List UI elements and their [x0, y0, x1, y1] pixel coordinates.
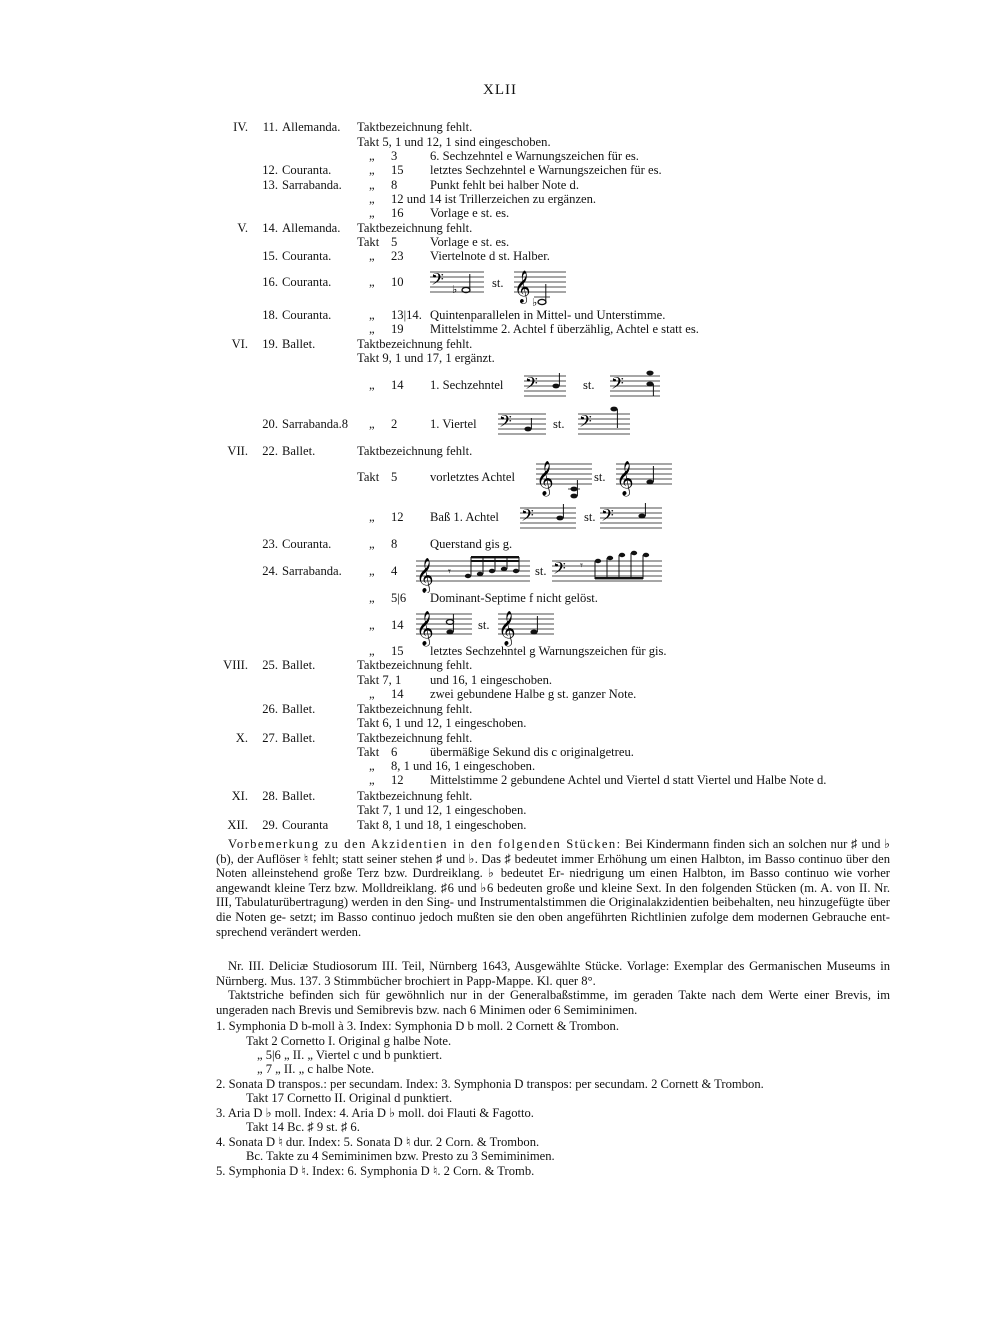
bass-clef-icon: 𝄢	[579, 411, 592, 435]
piece-title: Ballet.	[282, 731, 316, 745]
piece-title: Ballet.	[282, 702, 316, 716]
report-row	[0, 759, 1000, 774]
report-row	[0, 444, 1000, 459]
report-row	[0, 163, 1000, 178]
row-number: XII.	[227, 818, 248, 832]
vorbemerkung-line: setzt; im Basso continuo jedoch mußten sie den oben angeführten Richtlinien zufolge dem modernen Gebrauche ent-	[289, 909, 891, 924]
piece-title: Couranta.	[282, 275, 332, 289]
takt-label: Takt	[357, 235, 380, 249]
bar-number: 12	[391, 510, 404, 524]
remark-text: Viertelnote d st. Halber.	[430, 249, 550, 263]
bar-number: 8, 1 und 16, 1 eingeschoben.	[391, 759, 536, 773]
nr3-list-line: Bc. Takte zu 4 Semiminimen bzw. Presto zu 3 Semiminimen.	[246, 1149, 555, 1163]
report-row	[0, 687, 1000, 702]
ditto-mark: „	[369, 322, 375, 336]
row-number: VIII.	[223, 658, 248, 672]
piece-number: 25.	[262, 658, 278, 672]
bar-number: 13|14.	[391, 308, 422, 322]
nr3-list-line: 3. Aria D ♭ moll. Index: 4. Aria D ♭ moll. doi Flauti & Fagotto.	[216, 1106, 534, 1120]
bass-clef-icon: 𝄢	[611, 373, 624, 397]
bar-number: 3	[391, 149, 398, 163]
example-st-label: st.	[584, 510, 596, 524]
piece-number: 26.	[262, 702, 278, 716]
remark-text: letztes Sechzehntel e Warnungszeichen für es.	[430, 163, 662, 177]
piece-title: Couranta	[282, 818, 329, 832]
bar-number: 8	[391, 178, 398, 192]
vorbemerkung-line: Bei Kindermann finden sich an	[625, 837, 785, 851]
piece-number: 28.	[262, 789, 278, 803]
report-row	[0, 192, 1000, 207]
bar-number: 5	[391, 470, 398, 484]
piece-number: 14.	[262, 221, 278, 235]
report-row	[0, 149, 1000, 164]
takt-label: Takt 8, 1 und 18, 1 eingeschoben.	[357, 818, 527, 832]
vorbemerkung-line: in den Sing- und Instrumentalstimmen die Originalakzidentien beibehalten, neu hinzugefügte über die Noten ge-	[216, 895, 890, 924]
bar-number: 14	[391, 618, 404, 632]
piece-title: Sarrabanda.8	[282, 417, 349, 431]
piece-title: Sarrabanda.	[282, 564, 342, 578]
ditto-mark: „	[369, 378, 375, 392]
report-row	[0, 337, 1000, 352]
piece-number: 11.	[262, 120, 278, 134]
remark-text: Vorlage e st. es.	[430, 235, 510, 249]
nr3-paragraph	[216, 959, 890, 1017]
svg-text:𝄾: 𝄾	[448, 565, 451, 578]
example-st-label: st.	[478, 618, 490, 632]
ditto-mark: „	[369, 510, 375, 524]
report-row	[0, 308, 1000, 323]
piece-number: 12.	[262, 163, 278, 177]
nr3-list-line: 1. Symphonia D b-moll à 3. Index: Symphonia D b moll. 2 Cornett & Trombon.	[216, 1019, 619, 1033]
ditto-mark: „	[369, 249, 375, 263]
nr3-line: des Germanischen Museums in Nürnberg. Mus. 137. 3 Stimmbücher brochiert in Papp-Mappe. Kl. quer 8°.	[216, 959, 890, 988]
treble-clef-icon: 𝄞	[416, 558, 434, 593]
report-row	[0, 322, 1000, 337]
example-st-label: st.	[583, 378, 595, 392]
bass-clef-icon: 𝄢	[431, 269, 444, 293]
takt-label: Takt	[357, 470, 380, 484]
takt-label: Takt	[357, 745, 380, 759]
ditto-mark: „	[369, 275, 375, 289]
report-row	[0, 673, 1000, 688]
nr3-list-line: „ 7 „ II. „ c halbe Note.	[257, 1062, 375, 1076]
piece-number: 29.	[262, 818, 278, 832]
svg-text:♭: ♭	[532, 296, 538, 306]
takt-label: Taktbezeichnung fehlt.	[357, 444, 473, 458]
treble-clef-icon: 𝄞	[514, 270, 531, 303]
report-row	[0, 773, 1000, 788]
bar-number: 12	[391, 773, 404, 787]
takt-label: Taktbezeichnung fehlt.	[357, 702, 473, 716]
piece-title: Ballet.	[282, 444, 316, 458]
piece-title: Couranta.	[282, 537, 332, 551]
vorbemerkung-line: sprechend verändert werden.	[216, 924, 362, 939]
report-row	[0, 591, 1000, 606]
piece-number: 24.	[262, 564, 278, 578]
remark-text: 6. Sechzehntel e Warnungszeichen für es.	[430, 149, 639, 163]
takt-label: Taktbezeichnung fehlt.	[357, 658, 473, 672]
piece-title: Couranta.	[282, 249, 332, 263]
nr3-heading: Nr. III. Deliciæ Studiosorum III. Teil, Nürnberg 1643, Ausgewählte Stücke. Vorlage: Exemplar	[228, 959, 723, 973]
svg-text:♭: ♭	[452, 283, 458, 296]
report-row	[0, 351, 1000, 366]
ditto-mark: „	[369, 178, 375, 192]
ditto-mark: „	[369, 687, 375, 701]
takt-label: Takt 9, 1 und 17, 1 ergänzt.	[357, 351, 495, 365]
remark-text: Querstand gis g.	[430, 537, 513, 551]
remark-text: Punkt fehlt bei halber Note d.	[430, 178, 579, 192]
bar-number: 14	[391, 687, 404, 701]
report-row	[0, 658, 1000, 673]
ditto-mark: „	[369, 618, 375, 632]
report-row	[0, 470, 1000, 485]
piece-number: 16.	[262, 275, 278, 289]
music-example-20	[496, 404, 646, 440]
report-row	[0, 378, 1000, 393]
report-row	[0, 803, 1000, 818]
piece-title: Sarrabanda.	[282, 178, 342, 192]
row-number: VI.	[231, 337, 248, 351]
nr3-list-line: 5. Symphonia D ♮. Index: 6. Symphonia D ♮. 2 Corn. & Tromb.	[216, 1164, 535, 1178]
report-row	[0, 235, 1000, 250]
takt-label: Takt 5, 1 und 12, 1 sind eingeschoben.	[357, 135, 551, 149]
remark-text: übermäßige Sekund dis c originalgetreu.	[430, 745, 634, 759]
row-number: V.	[237, 221, 248, 235]
bar-number: 15	[391, 163, 404, 177]
ditto-mark: „	[369, 192, 375, 206]
remark-text: vorletztes Achtel	[430, 470, 515, 484]
bar-number: 16	[391, 206, 404, 220]
piece-title: Couranta.	[282, 163, 332, 177]
bass-clef-icon: 𝄢	[553, 558, 566, 582]
report-row	[0, 789, 1000, 804]
remark-text: Baß 1. Achtel	[430, 510, 499, 524]
report-row	[0, 249, 1000, 264]
piece-number: 22.	[262, 444, 278, 458]
report-row	[0, 818, 1000, 833]
nr3-list-line: „ 5|6 „ II. „ Viertel c und b punktiert.	[257, 1048, 443, 1062]
ditto-mark: „	[369, 537, 375, 551]
report-row	[0, 206, 1000, 221]
ditto-mark: „	[369, 308, 375, 322]
bar-number: 2	[391, 417, 398, 431]
bar-number: 10	[391, 275, 404, 289]
row-number: X.	[235, 731, 248, 745]
music-example-19	[522, 370, 672, 402]
remark-text: letztes Sechzehntel g Warnungszeichen für gis.	[430, 644, 667, 658]
remark-text: Mittelstimme 2 gebundene Achtel und Viertel d statt Viertel und Halbe Note d.	[430, 773, 827, 787]
piece-number: 23.	[262, 537, 278, 551]
bar-number: 23	[391, 249, 404, 263]
bass-clef-icon: 𝄢	[499, 411, 512, 435]
ditto-mark: „	[369, 591, 375, 605]
treble-clef-icon: 𝄞	[616, 461, 634, 496]
vorbemerkung-line: solchen nur ♯ und ♭ (b), der Auflöser ♮ fehlt; statt seiner stehen ♯ und ♭. Das ♯ bedeutet immer Erhöhung	[216, 837, 890, 866]
example-st-label: st.	[594, 470, 606, 484]
bar-number: 4	[391, 564, 398, 578]
bar-number: 14	[391, 378, 404, 392]
takt-label: Takt 7, 1	[357, 673, 402, 687]
report-row	[0, 702, 1000, 717]
report-row	[0, 135, 1000, 150]
report-row	[0, 221, 1000, 236]
piece-title: Ballet.	[282, 789, 316, 803]
takt-label: Taktbezeichnung fehlt.	[357, 789, 473, 803]
nr3-line: Taktstriche befinden sich für gewöhnlich nur in der Generalbaßstimme, im geraden Takte nach dem Werte	[228, 988, 799, 1003]
bar-number: 8	[391, 537, 398, 551]
nr3-list-line: Takt 17 Cornetto II. Original d punktiert.	[246, 1091, 453, 1105]
remark-text: 1. Sechzehntel	[430, 378, 504, 392]
ditto-mark: „	[369, 163, 375, 177]
ditto-mark: „	[369, 564, 375, 578]
remark-text: Vorlage e st. es.	[430, 206, 510, 220]
takt-label: Taktbezeichnung fehlt.	[357, 221, 473, 235]
bass-clef-icon: 𝄢	[521, 505, 534, 529]
remark-text: 1. Viertel	[430, 417, 477, 431]
piece-number: 13.	[262, 178, 278, 192]
nr3-line: einer Brevis, im ungeraden nach Brevis und Semibrevis bzw. nach 6 Minimen oder 6 Semiminimen.	[216, 988, 891, 1017]
vorbemerkung-line: um einen Halbton, im Basso continuo über den Noten alleinstehend große Terz bzw. Durdreiklang. ♭ bedeutet Er-	[216, 851, 890, 881]
piece-number: 27.	[262, 731, 278, 745]
bar-number: 12 und 14 ist Trillerzeichen zu ergänzen.	[391, 192, 597, 206]
page-number: XLII	[483, 82, 517, 98]
piece-title: Couranta.	[282, 308, 332, 322]
bar-number: 6	[391, 745, 398, 759]
ditto-mark: „	[369, 206, 375, 220]
bass-clef-icon: 𝄢	[601, 505, 614, 529]
vorbemerkung-heading: Vorbemerkung zu den Akzidentien in den folgenden Stücken:	[228, 837, 622, 851]
bar-number: 5	[391, 235, 398, 249]
example-st-label: st.	[535, 564, 547, 578]
nr3-list-line: Takt 14 Bc. ♯ 9 st. ♯ 6.	[246, 1120, 360, 1134]
treble-clef-icon: 𝄞	[416, 611, 434, 646]
report-row	[0, 510, 1000, 525]
svg-text:𝄾: 𝄾	[580, 559, 583, 572]
remark-text: Dominant-Septime f nicht gelöst.	[430, 591, 598, 605]
report-row	[0, 120, 1000, 135]
piece-title: Ballet.	[282, 337, 316, 351]
piece-number: 18.	[262, 308, 278, 322]
nr3-list-line: 4. Sonata D ♮ dur. Index: 5. Sonata D ♮ dur. 2 Corn. & Trombon.	[216, 1135, 540, 1149]
ditto-mark: „	[369, 644, 375, 658]
vorbemerkung-line: bedeuten große und kleine Sext. In den folgenden Stücken (m. A. von II. Nr. III, Tabulaturübertragung) werden	[216, 880, 891, 910]
row-number: XI.	[231, 789, 248, 803]
takt-label: Takt 6, 1 und 12, 1 eingeschoben.	[357, 716, 527, 730]
ditto-mark: „	[369, 417, 375, 431]
bar-number: 19	[391, 322, 404, 336]
piece-title: Allemanda.	[282, 120, 341, 134]
bar-number: 15	[391, 644, 404, 658]
takt-label: Takt 7, 1 und 12, 1 eingeschoben.	[357, 803, 527, 817]
vorbemerkung-line: niedrigung um einen Halbton, im Basso continuo wie vorher angewandt kleine Terz bzw. Molldreiklang. ♯6 und ♭6	[216, 866, 891, 895]
takt-label: Taktbezeichnung fehlt.	[357, 120, 473, 134]
vorbemerkung-paragraph	[216, 837, 890, 939]
bar-number: 5|6	[391, 591, 407, 605]
example-st-label: st.	[553, 417, 565, 431]
report-row	[0, 731, 1000, 746]
remark-text: Quintenparallelen in Mittel- und Unterstimme.	[430, 308, 666, 322]
row-number: IV.	[233, 120, 248, 134]
report-row	[0, 178, 1000, 193]
treble-clef-icon: 𝄞	[536, 461, 554, 496]
piece-number: 19.	[262, 337, 278, 351]
report-row	[0, 716, 1000, 731]
takt-label: Taktbezeichnung fehlt.	[357, 731, 473, 745]
example-st-label: st.	[492, 276, 504, 290]
nr3-list-line: Takt 2 Cornetto I. Original g halbe Note.	[246, 1034, 452, 1048]
piece-title: Allemanda.	[282, 221, 341, 235]
piece-title: Ballet.	[282, 658, 316, 672]
piece-number: 15.	[262, 249, 278, 263]
ditto-mark: „	[369, 759, 375, 773]
nr3-list-line: 2. Sonata D transpos.: per secundam. Index: 3. Symphonia D transpos: per secundam. 2 Cornett & Trombon.	[216, 1077, 764, 1091]
takt-label: Taktbezeichnung fehlt.	[357, 337, 473, 351]
ditto-mark: „	[369, 149, 375, 163]
ditto-mark: „	[369, 773, 375, 787]
remark-text: Mittelstimme 2. Achtel f überzählig, Achtel e statt es.	[430, 322, 699, 336]
row-number: VII.	[227, 444, 248, 458]
piece-number: 20.	[262, 417, 278, 431]
remark-text: zwei gebundene Halbe g st. ganzer Note.	[430, 687, 637, 701]
remark-text: und 16, 1 eingeschoben.	[430, 673, 553, 687]
report-row	[0, 745, 1000, 760]
bass-clef-icon: 𝄢	[525, 373, 538, 397]
treble-clef-icon: 𝄞	[498, 611, 516, 646]
